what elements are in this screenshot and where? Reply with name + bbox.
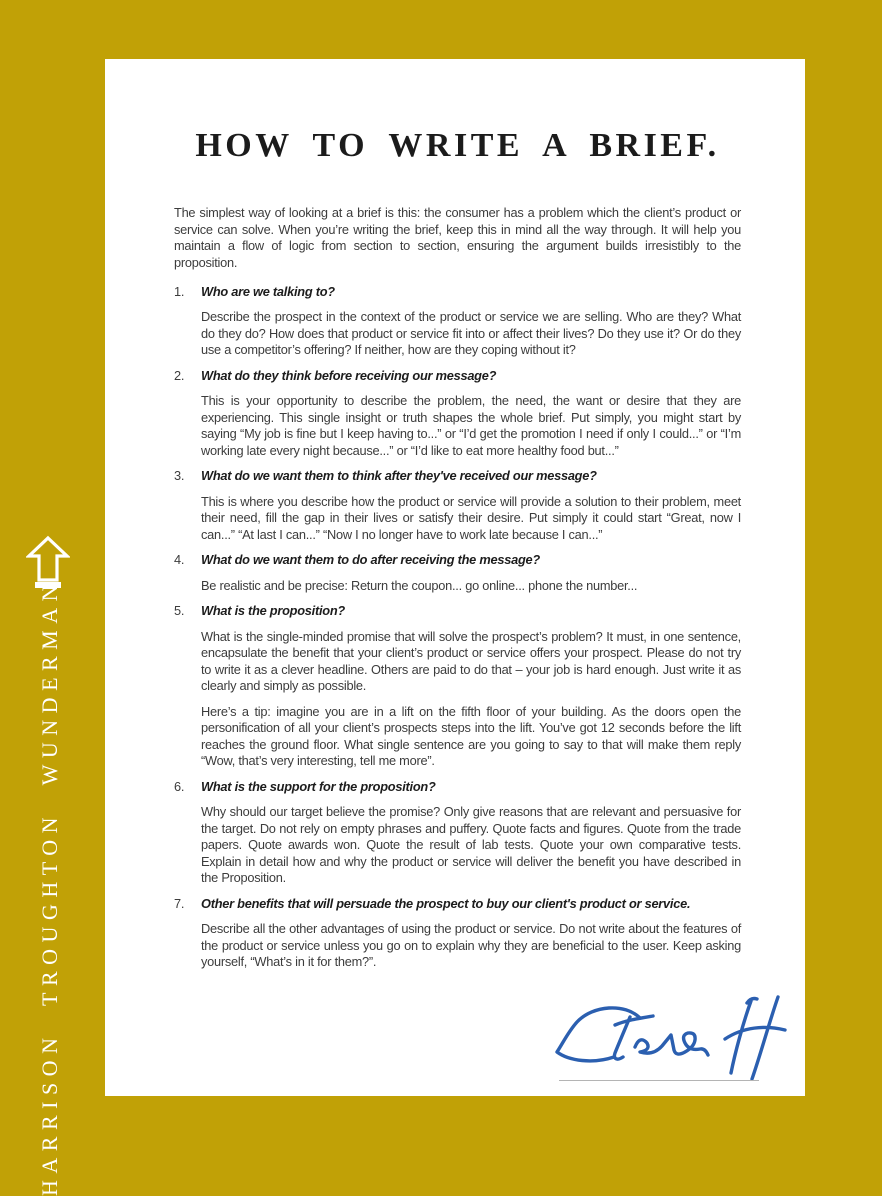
item-paragraph: What is the single-minded promise that will solve the prospect’s problem? It must, in one sentence, encapsulate the benefit that your client’s product or service offers your prospect. Please do not try to write it as a clever headline. Others are paid to do that – your job is hard enough. Just write it as clearly and simply as possible.: [201, 628, 741, 694]
item-number: 6.: [174, 778, 185, 794]
list-item: [174, 468, 741, 543]
item-number: 3.: [174, 468, 185, 484]
signature-underline: [559, 1080, 759, 1081]
list-item: [174, 896, 741, 971]
document-page: [105, 59, 805, 1096]
list-item: [174, 779, 741, 887]
item-heading: What do we want them to think after they've received our message?: [201, 468, 597, 484]
item-paragraph: Why should our target believe the promise? Only give reasons that are relevant and persuasive for the target. Do not rely on empty phrases and puffery. Quote facts and figures. Quote from the trade papers. Quote awards won. Quote the result of lab tests. Quote your own comparative tests. Explain in detail how and why the product or service will deliver the benefit you have described in the Proposition.: [201, 804, 741, 886]
item-heading: Other benefits that will persuade the prospect to buy our client's product or service.: [201, 895, 691, 911]
item-paragraph: Describe the prospect in the context of the product or service we are selling. Who are they? What do they do? How does that product or service fit into or affect their lives? Do they use it? Or do they use a competitor’s offering? If neither, how are they coping without it?: [201, 309, 741, 358]
item-number: 4.: [174, 552, 185, 568]
item-paragraph: This is your opportunity to describe the problem, the need, the want or desire that they are experiencing. This single insight or truth shapes the whole brief. Put simply, you might start by saying “My job is fine but I keep having to...” or “I’d get the promotion I need if only I could...” or “I’m working late every night because...” or “I’d like to eat more healthy food but...”: [201, 393, 741, 458]
item-paragraph: Here’s a tip: imagine you are in a lift on the fifth floor of your building. As the doors open the personification of all your client’s prospects steps into the lift. You’ve got 12 seconds before the lift reaches the ground floor. What single sentence are you going to say to that will make them reply “Wow, that’s very interesting, tell me more”.: [201, 703, 741, 769]
item-heading: What is the proposition?: [201, 603, 345, 619]
document-content: [105, 59, 805, 971]
item-number: 2.: [174, 367, 185, 383]
list-item: [174, 284, 741, 359]
list-item: [174, 603, 741, 770]
item-paragraph: Be realistic and be precise: Return the coupon... go online... phone the number...: [201, 577, 638, 593]
item-heading: What do we want them to do after receiving the message?: [201, 552, 540, 568]
item-paragraph: This is where you describe how the product or service will provide a solution to their problem, meet their need, fill the gap in their lives or satisfy their desire. Put simply it could start “Great, now I can...” “At last I can...” “Now I no longer have to work late because I can...”: [201, 493, 741, 542]
item-number: 1.: [174, 283, 185, 299]
item-paragraph: Describe all the other advantages of using the product or service. Do not write about the features of the product or service unless you go on to explain why they are beneficial to the user. Keep asking yourself, “What’s in it for them?”.: [201, 921, 741, 970]
list-item: [174, 368, 741, 460]
item-number: 5.: [174, 603, 185, 619]
item-number: 7.: [174, 895, 185, 911]
intro-paragraph: The simplest way of looking at a brief is this: the consumer has a problem which the client’s product or service can solve. When you’re writing the brief, keep this in mind all the way through. It will help you maintain a flow of logic from section to section, ensuring the argument builds irresistibly to the proposition.: [174, 205, 741, 270]
item-heading: What do they think before receiving our message?: [201, 367, 497, 383]
sidebar-brand-vertical-text: HARRISON TROUGHTON WUNDERMAN: [37, 578, 62, 1196]
page-title: HOW TO WRITE A BRIEF.: [195, 127, 720, 164]
item-heading: Who are we talking to?: [201, 283, 335, 299]
list-item: [174, 552, 741, 594]
item-heading: What is the support for the proposition?: [201, 778, 436, 794]
signature-steve-h: [535, 991, 790, 1091]
